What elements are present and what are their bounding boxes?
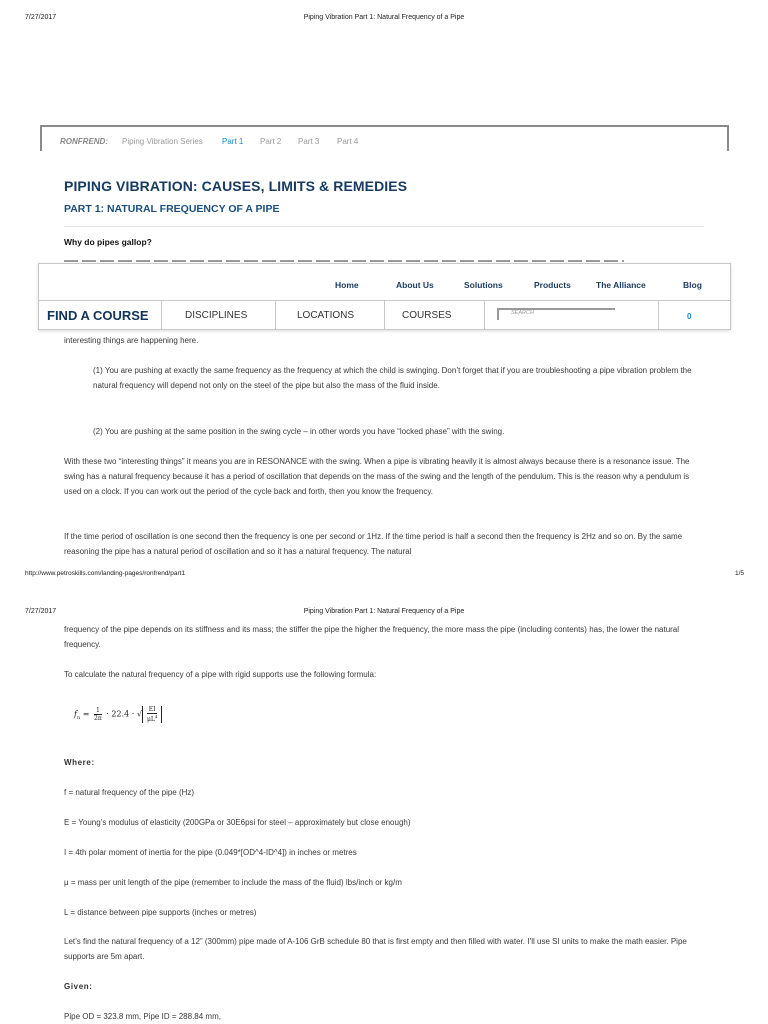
nav-blog[interactable]: Blog bbox=[683, 280, 702, 290]
nav-courses[interactable]: COURSES bbox=[402, 310, 452, 321]
section-heading: Why do pipes gallop? bbox=[64, 237, 152, 247]
subnav-link-part1[interactable]: Part 1 bbox=[222, 137, 244, 146]
nav-about-us[interactable]: About Us bbox=[396, 280, 434, 290]
paragraph: interesting things are happening here. bbox=[64, 336, 199, 345]
print-header bbox=[0, 14, 768, 28]
formula-radicand-frac bbox=[147, 706, 157, 723]
print-url: http://www.petroskills.com/landing-pages/ronfrend/part1 bbox=[25, 570, 186, 577]
nav-separator bbox=[161, 301, 162, 330]
nav-solutions[interactable]: Solutions bbox=[464, 280, 503, 290]
paragraph-point-1: (1) You are pushing at exactly the same frequency as the frequency at which the child is swinging. Don’t forget that if you are troubleshooting a pipe vibration problem the natural frequency will depend not only on the steel of the pipe but also the mass of the fluid inside. bbox=[93, 366, 692, 390]
find-a-course-label: FIND A COURSE bbox=[47, 308, 149, 323]
paragraph-resonance: With these two “interesting things” it means you are in RESONANCE with the swing. When a pipe is vibrating heavily it is almost always because there is a resonance issue. The swing has a natural frequency because it has a period of oscillation that depends on the mass of the swing and the length of the pendulum. This is the reason why a pendulum is used on a clock. If you can work out the period of the cycle back and forth, then you know the frequency. bbox=[64, 457, 690, 496]
print-header bbox=[0, 608, 768, 622]
natural-frequency-formula: $f_n$ = $\frac{1}{2\pi}$ · 22.4 · √ $\frac{EI}{\mu L^4}$ bbox=[74, 706, 162, 723]
given-label: Given: bbox=[64, 982, 93, 991]
cart-count-badge[interactable]: 0 bbox=[687, 312, 692, 321]
site-nav-overlay bbox=[38, 263, 731, 330]
formula-den bbox=[147, 714, 157, 723]
nav-products[interactable]: Products bbox=[534, 280, 571, 290]
nav-home[interactable]: Home bbox=[335, 280, 359, 290]
article-subtitle: PART 1: NATURAL FREQUENCY OF A PIPE bbox=[64, 203, 280, 215]
paragraph-stiffness: frequency of the pipe depends on its stiffness and its mass; the stiffer the pipe the higher the frequency, the more mass the pipe (including contents) has, the lower the natural frequency. bbox=[64, 625, 680, 649]
formula-lhs: f bbox=[74, 709, 77, 719]
formula-den-exp: 4 bbox=[154, 714, 158, 719]
subnav-brand: RONFREND: bbox=[60, 137, 108, 146]
print-date: 7/27/2017 bbox=[25, 14, 57, 21]
definition-L: L = distance between pipe supports (inches or metres) bbox=[64, 908, 257, 917]
paragraph-point-2: (2) You are pushing at the same position in the swing cycle – in other words you have “locked phase” with the swing. bbox=[93, 427, 505, 436]
subnav-link-part4[interactable]: Part 4 bbox=[337, 137, 359, 146]
paragraph-example: Let’s find the natural frequency of a 12” (300mm) pipe made of A-106 GrB schedule 80 that is first empty and then filled with water. I’ll use SI units to make the math easier. Pipe supports are 5m apart. bbox=[64, 937, 687, 961]
formula-frac-num: 1 bbox=[95, 707, 100, 714]
formula-coefficient: · 22.4 · bbox=[106, 709, 135, 719]
print-page-number: 1/5 bbox=[734, 570, 744, 577]
formula-den-base: μL bbox=[146, 716, 155, 723]
nav-the-alliance[interactable]: The Alliance bbox=[596, 280, 646, 290]
nav-locations[interactable]: LOCATIONS bbox=[297, 310, 355, 321]
definition-mu: μ = mass per unit length of the pipe (remember to include the mass of the fluid) lbs/inch or kg/m bbox=[64, 878, 402, 887]
paragraph-period: If the time period of oscillation is one second then the frequency is one per second or 1Hz. If the time period is half a second then the frequency is 2Hz and so on. By the same reasoning the pipe has a natural period of oscillation and so it has a natural frequency. The natural bbox=[64, 532, 683, 556]
nav-separator bbox=[275, 301, 276, 330]
nav-separator bbox=[658, 301, 659, 330]
print-title: Piping Vibration Part 1: Natural Frequency of a Pipe bbox=[303, 608, 465, 615]
search-placeholder: SEARCH bbox=[511, 310, 534, 316]
search-input[interactable] bbox=[497, 308, 615, 320]
subnav-link-part3[interactable]: Part 3 bbox=[298, 137, 320, 146]
subnav-link-part2[interactable]: Part 2 bbox=[260, 137, 282, 146]
definition-E: E = Young’s modulus of elasticity (200GPa or 30E6psi for steel – approximately but close enough) bbox=[64, 818, 411, 827]
formula-num: EI bbox=[148, 706, 156, 713]
where-label: Where: bbox=[64, 758, 95, 767]
nav-separator bbox=[484, 301, 485, 330]
series-subnav bbox=[40, 125, 729, 151]
print-date: 7/27/2017 bbox=[25, 608, 57, 615]
subnav-link-series[interactable]: Piping Vibration Series bbox=[122, 137, 203, 146]
print-title: Piping Vibration Part 1: Natural Frequency of a Pipe bbox=[303, 14, 465, 21]
nav-separator bbox=[384, 301, 385, 330]
nav-disciplines[interactable]: DISCIPLINES bbox=[185, 310, 248, 321]
formula-radicand bbox=[142, 706, 162, 723]
paragraph-calc: To calculate the natural frequency of a pipe with rigid supports use the following formula: bbox=[64, 670, 377, 679]
formula-fraction bbox=[94, 707, 102, 722]
given-dimensions: Pipe OD = 323.8 mm, Pipe ID = 288.84 mm, bbox=[64, 1012, 221, 1021]
formula-frac-den: 2π bbox=[94, 715, 102, 722]
divider bbox=[64, 226, 704, 227]
definition-I: I = 4th polar moment of inertia for the pipe (0.049*[OD^4-ID^4]) in inches or metres bbox=[64, 848, 357, 857]
article-title: PIPING VIBRATION: CAUSES, LIMITS & REMEDIES bbox=[64, 178, 408, 194]
formula-subscript: n bbox=[76, 715, 81, 722]
definition-f: f = natural frequency of the pipe (Hz) bbox=[64, 788, 195, 797]
